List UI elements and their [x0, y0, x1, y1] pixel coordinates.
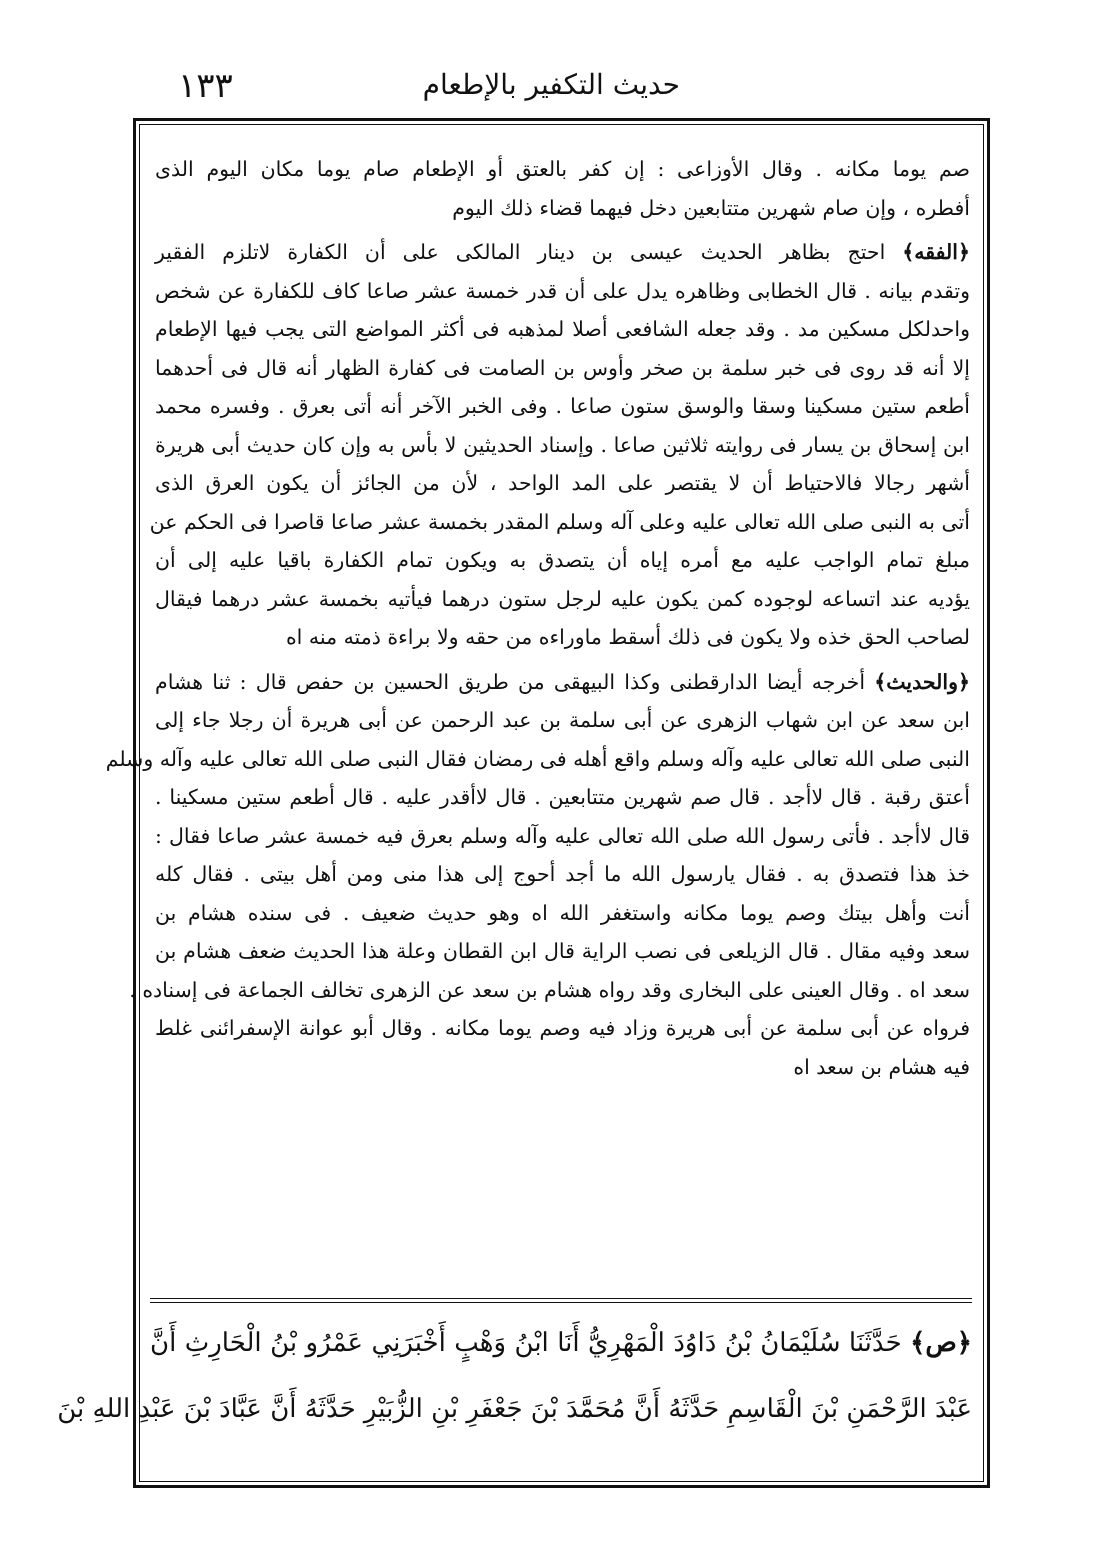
- text-line: خذ هذا فتصدق به . فقال يارسول الله ما أجد أحوج إلى هذا منى ومن أهل بيتى . فقال كله: [155, 862, 970, 886]
- text-line: أعتق رقبة . قال لاأجد . قال صم شهرين متتابعين . قال لاأقدر عليه . قال أطعم ستين مسكينا .: [155, 785, 970, 809]
- text-line: أفطره ، وإن صام شهرين متتابعين دخل فيهما قضاء ذلك اليوم: [452, 195, 970, 220]
- sad-marker: ﴿ص﴾: [910, 1328, 972, 1358]
- text-line: ابن إسحاق بن يسار فى روايته ثلاثين صاعا . وإسناد الحديثين لا بأس به وإن كان حديث أبى هريرة: [155, 432, 970, 457]
- section-divider: [150, 1302, 972, 1303]
- text-line: أطعم ستين مسكينا وسقا والوسق ستون صاعا . وفى الخبر الآخر أنه أتى بعرق . وفسره محمد: [155, 394, 970, 418]
- fiqh-heading: ﴿الفقه﴾: [902, 240, 970, 264]
- page-header: [150, 62, 980, 112]
- text-line: يؤديه عند اتساعه لوجوده كمن يكون عليه لرجل ستون درهما فيأتيه بخمسة عشر درهما فيقال: [155, 586, 970, 611]
- text-line: سعد وفيه مقال . قال الزيلعى فى نصب الراية قال ابن القطان وعلة هذا الحديث ضعف هشام بن: [155, 939, 970, 963]
- text-line: إلا أنه قد روى فى خبر سلمة بن صخر وأوس بن الصامت فى كفارة الظهار أنه قال فى أحدهما: [155, 355, 970, 380]
- hadith-text: [57, 1310, 972, 1442]
- text-line: النبى صلى الله تعالى عليه وآله وسلم واقع أهله فى رمضان فقال النبى صلى الله تعالى عليه وآله وسلم: [105, 746, 970, 771]
- page-number: ١٣٣: [178, 66, 233, 106]
- paragraph-fiqh: [149, 233, 970, 657]
- text-line: مبلغ تمام الواجب عليه مع أمره إياه أن يتصدق به ويكون تمام الكفارة باقيا عليه إلى أن: [155, 548, 970, 572]
- text-line: واحدلكل مسكين مد . وقد جعله الشافعى أصلا لمذهبه فى أكثر المواضع التى يجب فيها الإطعام: [155, 317, 970, 341]
- text-line: صم يوما مكانه . وقال الأوزاعى : إن كفر بالعتق أو الإطعام صام يوما مكان اليوم الذى: [155, 157, 970, 181]
- paragraph-awzai: [155, 150, 970, 227]
- text-line: سعد اه . وقال العينى على البخارى وقد رواه هشام بن سعد عن الزهرى تخالف الجماعة فى إسناده .: [129, 977, 970, 1002]
- text-line: أشهر رجالا فالاحتياط أن لا يقتصر على المد الواحد ، لأن من الجائز أن يكون العرق الذى: [155, 471, 970, 495]
- hadith-line: ﴿ص﴾ حَدَّثَنَا سُلَيْمَانُ بْنُ دَاوُدَ الْمَهْرِيُّ أَنَا ابْنُ وَهْبٍ أَخْبَرَنِي عَمْرُو بْنُ الْحَارِثِ أَنَّ: [150, 1328, 972, 1358]
- hadith-line: عَبْدَ الرَّحْمَنِ بْنَ الْقَاسِمِ حَدَّثَهُ أَنَّ مُحَمَّدَ بْنَ جَعْفَرِ بْنِ الزُّبَيْرِ حَدَّثَهُ أَنَّ عَبَّادَ بْنَ عَبْدِ اللهِ بْنَ: [57, 1394, 972, 1424]
- text-line: ﴿والحديث﴾ أخرجه أيضا الدارقطنى وكذا البيهقى من طريق الحسين بن حفص قال : ثنا هشام: [155, 669, 970, 694]
- text-line: أنت وأهل بيتك وصم يوما مكانه واستغفر الله اه وهو حديث ضعيف . فى سنده هشام بن: [155, 900, 970, 925]
- running-title: حديث التكفير بالإطعام: [422, 68, 680, 101]
- text-line: لصاحب الحق خذه ولا يكون فى ذلك أسقط ماوراءه من حقه ولا براءة ذمته منه اه: [285, 625, 970, 649]
- commentary-text: [105, 150, 970, 1086]
- text-line: ﴿الفقه﴾ احتج بظاهر الحديث عيسى بن دينار المالكى على أن الكفارة لاتلزم الفقير: [155, 240, 970, 264]
- hadith-heading: ﴿والحديث﴾: [874, 669, 970, 694]
- text-line: فيه هشام بن سعد اه: [793, 1054, 970, 1079]
- section-divider: [150, 1298, 972, 1299]
- paragraph-hadith-commentary: [105, 663, 970, 1087]
- text-line: أتى به النبى صلى الله تعالى عليه وعلى آله وسلم المقدر بخمسة عشر صاعا قاصرا فى الحكم عن: [149, 509, 970, 534]
- text-line: فرواه عن أبى سلمة عن أبى هريرة وزاد فيه وصم يوما مكانه . وقال أبو عوانة الإسفرائنى غلط: [155, 1016, 970, 1040]
- text-line: ابن سعد عن ابن شهاب الزهرى عن أبى سلمة بن عبد الرحمن عن أبى هريرة أن رجلا جاء إلى: [155, 708, 970, 732]
- text-line: وتقدم بيانه . قال الخطابى وظاهره يدل على أن قدر خمسة عشر صاعا كاف للكفارة عن شخص: [155, 278, 970, 303]
- text-line: قال لاأجد . فأتى رسول الله صلى الله تعالى عليه وآله وسلم بعرق فيه خمسة عشر صاعا فقال :: [155, 823, 970, 848]
